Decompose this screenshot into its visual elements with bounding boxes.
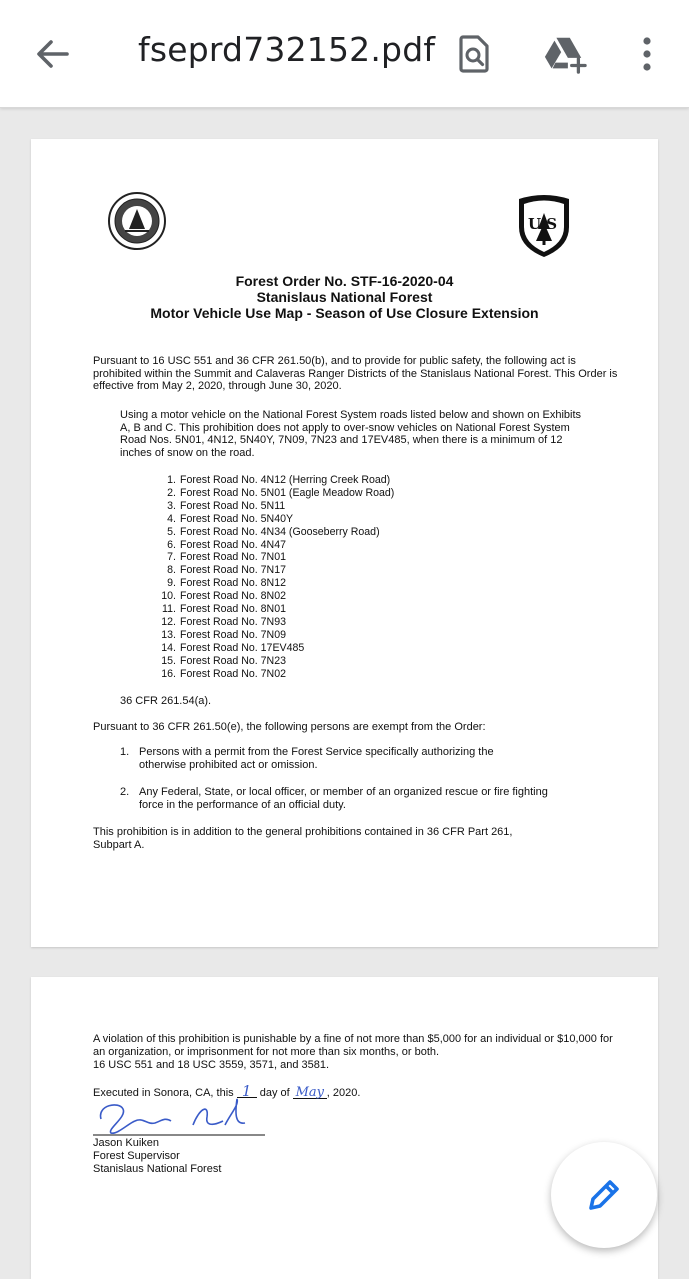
day-of-text: day of — [259, 1087, 290, 1099]
pdf-page-1 — [31, 139, 658, 947]
road-number: 7. — [167, 551, 176, 564]
road-list-item — [158, 526, 394, 539]
arrow-left-icon — [35, 39, 69, 69]
usda-seal-icon — [107, 191, 167, 251]
road-number: 8. — [167, 564, 176, 577]
road-name: Forest Road No. 17EV485 — [180, 641, 305, 654]
road-name: Forest Road No. 4N34 (Gooseberry Road) — [180, 525, 380, 538]
road-list-item — [158, 474, 394, 487]
road-number: 14. — [161, 641, 176, 654]
document-search-icon — [457, 34, 491, 74]
road-name: Forest Road No. 4N12 (Herring Creek Road) — [180, 474, 391, 486]
signer-org: Stanislaus National Forest — [93, 1163, 222, 1175]
exempt-intro: Pursuant to 36 CFR 261.50(e), the following persons are exempt from the Order: — [93, 721, 486, 733]
find-in-document-button[interactable] — [452, 32, 496, 76]
day-value: 1 — [237, 1086, 257, 1098]
road-number: 2. — [167, 486, 176, 499]
signature-image — [89, 1095, 269, 1137]
road-name: Forest Road No. 7N23 — [180, 654, 286, 667]
road-name: Forest Road No. 7N01 — [180, 551, 286, 564]
month-value: May — [293, 1087, 327, 1099]
back-button[interactable] — [30, 32, 74, 76]
more-options-button[interactable] — [625, 32, 669, 76]
road-list — [158, 474, 394, 681]
road-list-item — [158, 551, 394, 564]
edit-pencil-icon — [584, 1175, 624, 1215]
shield-text: U S — [528, 215, 558, 233]
forest-name-heading: Stanislaus National Forest — [256, 289, 433, 305]
road-name: Forest Road No. 5N11 — [180, 499, 286, 512]
executed-prefix: Executed in Sonora, CA, this — [93, 1087, 234, 1099]
road-number: 15. — [161, 654, 176, 667]
signer-title: Forest Supervisor — [93, 1150, 180, 1162]
road-name: Forest Road No. 8N02 — [180, 590, 286, 603]
exemption-number: 2. — [120, 786, 130, 798]
exemption-item: Any Federal, State, or local officer, or member of an organized rescue or fire fighting force in the performance of an official duty. — [139, 786, 548, 811]
road-list-item — [158, 616, 394, 629]
order-subtitle: Motor Vehicle Use Map - Season of Use Closure Extension — [150, 305, 539, 321]
road-list-item — [158, 564, 394, 577]
road-name: Forest Road No. 8N01 — [180, 603, 286, 616]
road-list-item — [158, 629, 394, 642]
road-number: 13. — [161, 628, 176, 641]
road-number: 1. — [167, 474, 176, 486]
exemption-number: 1. — [120, 746, 130, 758]
more-vertical-icon — [642, 36, 652, 72]
road-name: Forest Road No. 5N40Y — [180, 512, 294, 525]
road-number: 5. — [167, 525, 176, 538]
road-list-item — [158, 500, 394, 513]
exemption-item: Persons with a permit from the Forest Service specifically authorizing the otherwise prohibited act or omission. — [139, 746, 494, 771]
road-name: Forest Road No. 7N93 — [180, 615, 286, 628]
violation-paragraph: A violation of this prohibition is punishable by a fine of not more than $5,000 for an individual or $10,000 for an organization, or imprisonment for not more than six months, or both. — [93, 1033, 613, 1058]
road-number: 3. — [167, 499, 176, 512]
road-number: 4. — [167, 512, 176, 525]
road-list-item — [158, 603, 394, 616]
road-list-item — [158, 668, 394, 681]
road-list-item — [158, 590, 394, 603]
road-name: Forest Road No. 8N12 — [180, 577, 286, 590]
road-list-item — [158, 539, 394, 552]
road-list-item — [158, 655, 394, 668]
intro-paragraph: Pursuant to 16 USC 551 and 36 CFR 261.50(b), and to provide for public safety, the following act is prohibited within the Summit and Calaveras Ranger Districts of the Stanislaus National Forest. This Order is effective from May 2, 2020, through June 30, 2020. — [93, 355, 618, 392]
signer-name: Jason Kuiken — [93, 1137, 160, 1149]
road-name: Forest Road No. 7N09 — [180, 628, 286, 641]
pdf-page-2 — [31, 977, 658, 1279]
top-app-bar — [0, 0, 689, 108]
forest-service-shield-icon — [515, 193, 573, 259]
road-number: 11. — [162, 603, 176, 616]
statute-line: 16 USC 551 and 18 USC 3559, 3571, and 3581. — [93, 1059, 330, 1071]
road-list-item — [158, 642, 394, 655]
road-number: 16. — [161, 667, 176, 680]
year-suffix: , 2020. — [326, 1087, 361, 1099]
road-number: 9. — [167, 577, 176, 590]
edit-fab-button[interactable] — [551, 1142, 657, 1248]
order-title: Forest Order No. STF-16-2020-04 — [235, 273, 454, 289]
prohibition-paragraph: Using a motor vehicle on the National Forest System roads listed below and shown on Exhibits A, B and C. This prohibition does not apply to over-snow vehicles on National Forest System Road Nos. 5N01, 4N12, 5N40Y, 7N09, 7N23 and 17EV485, when there is a minimum of 12 inches of snow on the road. — [120, 409, 582, 459]
road-number: 10. — [161, 590, 176, 603]
road-list-item — [158, 577, 394, 590]
road-name: Forest Road No. 7N17 — [180, 564, 286, 577]
add-to-drive-icon — [543, 34, 587, 74]
road-name: Forest Road No. 5N01 (Eagle Meadow Road) — [180, 486, 395, 499]
cfr-reference: 36 CFR 261.54(a). — [120, 695, 212, 707]
road-number: 12. — [161, 615, 176, 628]
road-name: Forest Road No. 4N47 — [180, 538, 286, 551]
closing-paragraph: This prohibition is in addition to the general prohibitions contained in 36 CFR Part 261, Subpart A. — [93, 826, 513, 851]
road-list-item — [158, 487, 394, 500]
road-list-item — [158, 513, 394, 526]
add-to-drive-button[interactable] — [543, 32, 587, 76]
road-number: 6. — [167, 538, 176, 551]
file-title: fseprd732152.pdf — [138, 30, 436, 69]
road-name: Forest Road No. 7N02 — [180, 667, 286, 680]
